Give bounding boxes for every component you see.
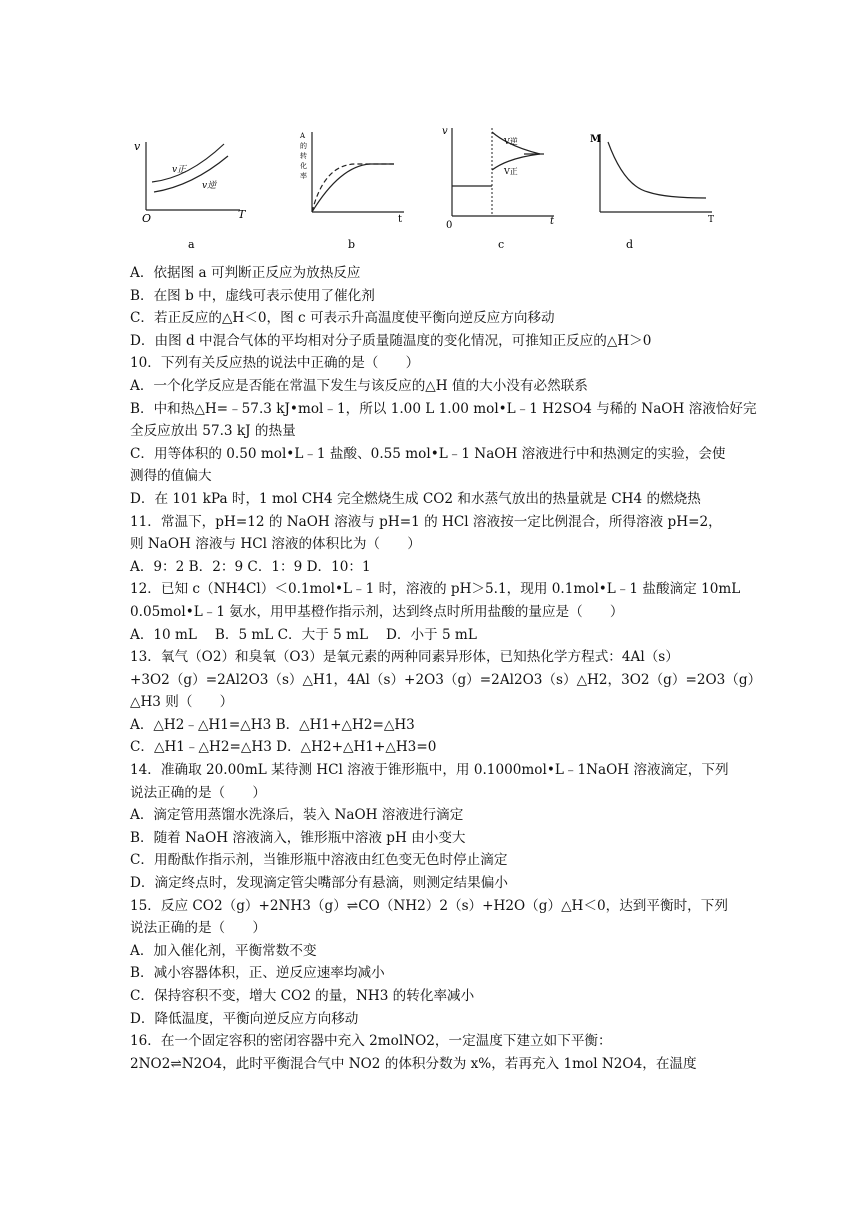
figure-a-origin: O: [142, 212, 152, 225]
q15-option-d: D．降低温度，平衡向逆反应方向移动: [130, 1010, 359, 1027]
q12-stem: 12．已知 c（NH4Cl）＜0.1mol•L﹣1 时，溶液的 pH＞5.1，现用 0.1mol•L﹣1 盐酸滴定 10mL: [130, 581, 741, 598]
q13-stem: 13．氧气（O2）和臭氧（O3）是氧元素的两种同素异形体，已知热化学方程式：4Al（s）: [130, 649, 679, 666]
figure-a-curve-1-label: v正: [172, 165, 187, 175]
figure-c-caption: c: [498, 238, 505, 251]
q13-stem-cont: +3O2（g）=2Al2O3（s）△H1，4Al（s）+2O3（g）=2Al2O3（s）△H2，3O2（g）=2O3（g）: [130, 671, 762, 688]
q16-stem: 16．在一个固定容积的密闭容器中充入 2molNO2，一定温度下建立如下平衡：: [130, 1033, 612, 1050]
q14-stem-cont: 说法正确的是（ ）: [130, 784, 266, 801]
q9-option-b: B．在图 b 中，虚线可表示使用了催化剂: [130, 287, 375, 304]
q15-stem-cont: 说法正确的是（ ）: [130, 920, 266, 937]
q15-stem: 15．反应 CO2（g）+2NH3（g）⇌CO（NH2）2（s）+H2O（g）△H＜0，达到平衡时，下列: [130, 897, 728, 914]
q13-stem-end: △H3 则（ ）: [130, 694, 234, 711]
q13-options-cd: C．△H1﹣△H2=△H3 D．△H2+△H1+△H3=0: [130, 739, 437, 756]
q10-option-b: B．中和热△H=﹣57.3 kJ•mol﹣1，所以 1.00 L 1.00 mol•L﹣1 H2SO4 与稀的 NaOH 溶液恰好完: [130, 400, 757, 417]
figure-c-lower-label: V正: [504, 167, 518, 176]
q10-stem: 10．下列有关反应热的说法中正确的是（ ）: [130, 355, 420, 372]
q15-option-a: A．加入催化剂，平衡常数不变: [130, 942, 317, 959]
q10-option-c-cont: 测得的值偏大: [130, 468, 212, 485]
figure-d-caption: d: [626, 238, 634, 251]
q11-stem: 11．常温下，pH=12 的 NaOH 溶液与 pH=1 的 HCl 溶液按一定比例混合，所得溶液 pH=2，: [130, 513, 722, 530]
figures-row: [128, 120, 728, 255]
figure-c-x-label: t: [550, 216, 555, 227]
figure-a: [128, 120, 258, 255]
figure-b-x-label: t: [398, 214, 403, 225]
figure-d-x-label: T: [708, 215, 715, 225]
q14-option-c: C．用酚酞作指示剂，当锥形瓶中溶液由红色变无色时停止滴定: [130, 852, 508, 869]
q9-option-c: C．若正反应的△H＜0，图 c 可表示升高温度使平衡向逆反应方向移动: [130, 310, 555, 327]
q16-stem-cont: 2NO2⇌N2O4，此时平衡混合气中 NO2 的体积分数为 x%，若再充入 1mol N2O4，在温度: [130, 1055, 697, 1072]
q10-option-a: A．一个化学反应是否能在常温下发生与该反应的△H 值的大小没有必然联系: [130, 377, 588, 394]
q12-options: A．10 mL B．5 mL C．大于 5 mL D．小于 5 mL: [130, 626, 477, 643]
figure-b: [286, 120, 416, 255]
figure-b-y-label-4: 化: [300, 162, 307, 170]
figure-d: [586, 120, 726, 255]
figure-d-graph: [586, 120, 726, 255]
q11-options: A．9：2 B．2：9 C．1：9 D．10：1: [130, 558, 371, 575]
figure-b-y-label-5: 率: [300, 172, 307, 180]
figure-d-y-label: M: [590, 134, 602, 145]
q10-option-d: D．在 101 kPa 时，1 mol CH4 完全燃烧生成 CO2 和水蒸气放出的热量就是 CH4 的燃烧热: [130, 490, 701, 507]
q15-option-c: C．保持容积不变，增大 CO2 的量，NH3 的转化率减小: [130, 988, 475, 1004]
figure-b-dashed-curve: [312, 164, 394, 212]
figure-c-upper-label: V逆: [504, 137, 518, 146]
figure-a-x-label: T: [238, 208, 246, 221]
q11-stem-cont: 则 NaOH 溶液与 HCl 溶液的体积比为（ ）: [130, 536, 421, 553]
figure-a-curve-2-label: v逆: [202, 181, 217, 191]
q14-option-b: B．随着 NaOH 溶液滴入，锥形瓶中溶液 pH 由小变大: [130, 829, 466, 846]
figure-a-caption: a: [188, 238, 195, 251]
q12-stem-cont: 0.05mol•L﹣1 氨水，用甲基橙作指示剂，达到终点时所用盐酸的量应是（ ）: [130, 603, 624, 620]
q14-option-d: D．滴定终点时，发现滴定管尖嘴部分有悬滴，则测定结果偏小: [130, 875, 508, 892]
q14-option-a: A．滴定管用蒸馏水洗涤后，装入 NaOH 溶液进行滴定: [130, 807, 464, 824]
q10-option-b-cont: 全反应放出 57.3 kJ 的热量: [130, 423, 296, 440]
figure-d-curve: [608, 142, 706, 198]
q10-option-c: C．用等体积的 0.50 mol•L﹣1 盐酸、0.55 mol•L﹣1 NaOH 溶液进行中和热测定的实验，会使: [130, 445, 726, 462]
figure-c-y-label: v: [442, 126, 448, 137]
figure-c-graph: [438, 120, 578, 255]
q14-stem: 14．准确取 20.00mL 某待测 HCl 溶液于锥形瓶中，用 0.1000mol•L﹣1NaOH 溶液滴定，下列: [130, 762, 729, 779]
figure-b-y-label-1: A: [300, 132, 306, 140]
figure-b-y-label-2: 的: [300, 142, 307, 150]
q9-option-d: D．由图 d 中混合气体的平均相对分子质量随温度的变化情况，可推知正反应的△H＞0: [130, 332, 652, 349]
figure-c-origin: 0: [446, 220, 453, 231]
figure-a-curve-2: [154, 156, 228, 192]
q9-option-a: A．依据图 a 可判断正反应为放热反应: [130, 265, 361, 281]
q15-option-b: B．减小容器体积，正、逆反应速率均减小: [130, 965, 385, 982]
q13-options-ab: A．△H2﹣△H1=△H3 B．△H1+△H2=△H3: [130, 716, 415, 733]
figure-a-curve-1: [152, 144, 224, 182]
figure-b-y-label-3: 转: [300, 152, 307, 160]
figure-b-solid-curve: [312, 164, 394, 212]
figure-b-graph: [286, 120, 416, 255]
figure-a-y-label: v: [134, 140, 141, 153]
figure-c: [438, 120, 578, 255]
question-text: [130, 262, 762, 1075]
figure-a-graph: [128, 120, 258, 255]
figure-b-caption: b: [348, 238, 356, 251]
